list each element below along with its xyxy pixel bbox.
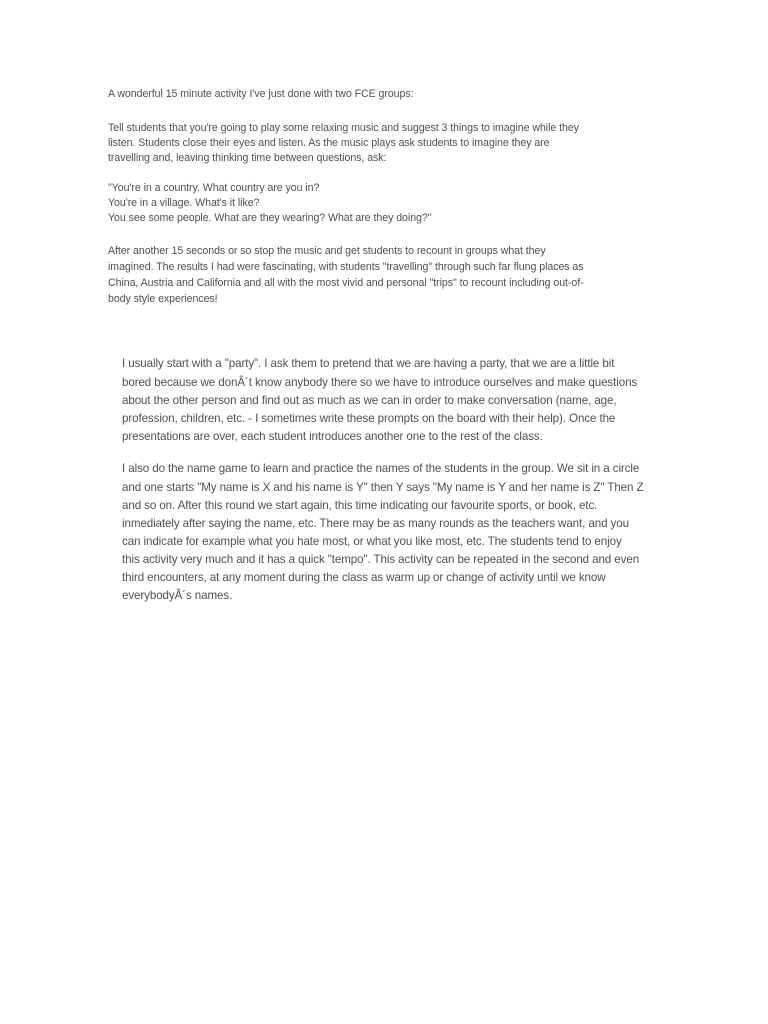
- text-line: and so on. After this round we start again, this time indicating our favourite sports, or book, etc.: [122, 499, 598, 512]
- question-line: "You're in a country. What country are you in?: [108, 182, 320, 194]
- text-line: about the other person and find out as much as we can in order to make conversation (name, age,: [122, 394, 617, 407]
- text-line: imagined. The results I had were fascinating, with students "travelling" through such far flung places as: [108, 261, 584, 273]
- text-line: inmediately after saying the name, etc. There may be as many rounds as the teachers want, and you: [122, 517, 629, 530]
- text-line: listen. Students close their eyes and listen. As the music plays ask students to imagine they are: [108, 137, 550, 149]
- text-line: After another 15 seconds or so stop the music and get students to recount in groups what they: [108, 245, 546, 257]
- text-line: travelling and, leaving thinking time between questions, ask:: [108, 152, 387, 164]
- question-line: You're in a village. What's it like?: [108, 197, 260, 209]
- text-line: body style experiences!: [108, 293, 218, 305]
- text-line: this activity very much and it has a quick "tempo". This activity can be repeated in the second and even: [122, 553, 640, 566]
- text-line: third encounters, at any moment during the class as warm up or change of activity until we know: [122, 571, 606, 584]
- text-line: can indicate for example what you hate most, or what you like most, etc. The students tend to enjoy: [122, 535, 622, 548]
- text-line: bored because we donÂ´t know anybody there so we have to introduce ourselves and make questions: [122, 376, 638, 389]
- intro-line: A wonderful 15 minute activity I've just done with two FCE groups:: [108, 88, 414, 100]
- text-line: I also do the name game to learn and practice the names of the students in the group. We sit in a circle: [122, 462, 640, 475]
- text-line: and one starts "My name is X and his name is Y" then Y says "My name is Y and her name is Z" Then Z: [122, 481, 644, 494]
- text-line: profession, children, etc. - I sometimes write these prompts on the board with their help). Once the: [122, 412, 616, 425]
- text-line: I usually start with a "party". I ask them to pretend that we are having a party, that we are a little bit: [122, 357, 615, 370]
- text-line: everybodyÂ´s names.: [122, 589, 233, 602]
- text-line: Tell students that you're going to play some relaxing music and suggest 3 things to imagine while they: [108, 122, 579, 134]
- question-line: You see some people. What are they wearing? What are they doing?": [108, 212, 432, 224]
- text-line: presentations are over, each student introduces another one to the rest of the class.: [122, 430, 543, 443]
- text-line: China, Austria and California and all with the most vivid and personal "trips" to recount including out-of-: [108, 277, 584, 289]
